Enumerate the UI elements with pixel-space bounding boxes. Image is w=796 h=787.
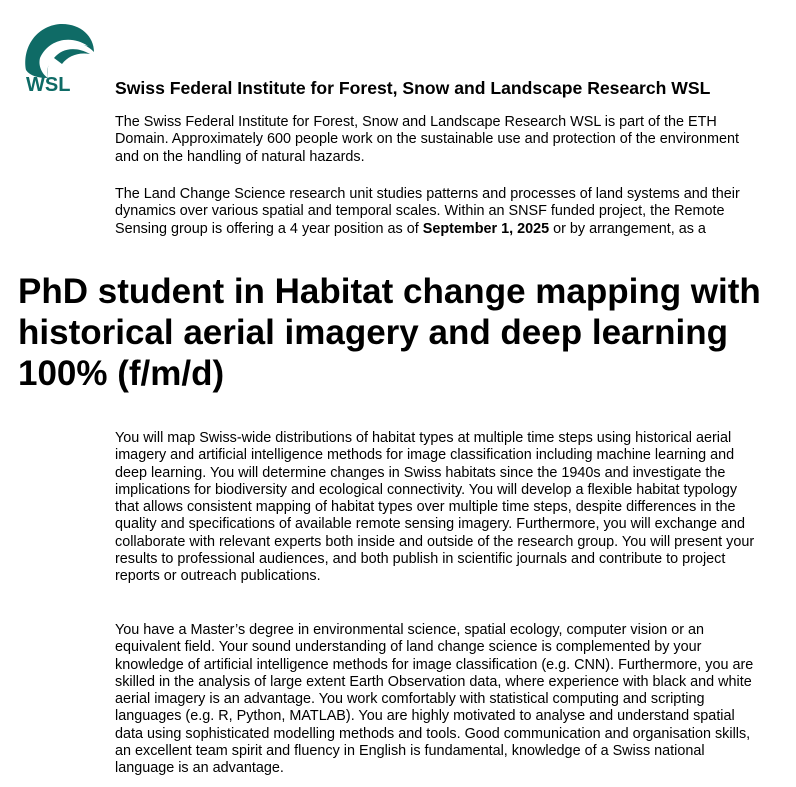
intro-paragraph-2: [115, 186, 763, 238]
intro-paragraph-2-text: The Land Change Science research unit studies patterns and processes of land systems and their dynamics over various spatial and temporal scales. Within an SNSF funded project, the Remote Sensing group is offering a 4 year position as of: [115, 186, 740, 237]
intro-paragraph-1: The Swiss Federal Institute for Forest, Snow and Landscape Research WSL is part of the ETH Domain. Approximately 600 people work on the sustainable use and protection of the environment and on the handling of natural hazards.: [115, 114, 739, 165]
job-title: PhD student in Habitat change mapping with historical aerial imagery and deep learning 100% (f/m/d): [18, 272, 761, 393]
organization-name: Swiss Federal Institute for Forest, Snow and Landscape Research WSL: [115, 78, 711, 98]
requirements-paragraph: You have a Master’s degree in environmental science, spatial ecology, computer vision or an equivalent field. Your sound understanding of land change science is complemented by your knowledge of artificial intelligence methods for image classification (e.g. CNN). Furthermore, you are skilled in the analysis of large extent Earth Observation data, where experience with black and white aerial imagery is an advantage. You work comfortably with statistical computing and scripting languages (e.g. R, Python, MATLAB). You are highly motivated to analyse and understand spatial data using sophisticated modelling methods and tools. Good communication and organisation skills, an excellent team spirit and fluency in English is fundamental, knowledge of a Swiss national language is an advantage.: [115, 622, 754, 777]
start-date: September 1, 2025: [422, 220, 550, 237]
intro-paragraph-2-tail: or by arrangement, as a: [549, 220, 706, 237]
job-description-paragraph: You will map Swiss-wide distributions of habitat types at multiple time steps using historical aerial imagery and artificial intelligence methods for image classification including machine learning and deep learning. You will determine changes in Swiss habitats since the 1940s and investigate the implications for biodiversity and ecological connectivity. You will develop a flexible habitat typology that allows consistent mapping of habitat types over multiple time steps, despite differences in the quality and specifications of available remote sensing imagery. Furthermore, you will exchange and collaborate with relevant experts both inside and outside of the research group. You will present your results to professional audiences, and both publish in scientific journals and contribute to project reports or outreach publications.: [115, 430, 755, 585]
logo-text: WSL: [26, 74, 71, 96]
